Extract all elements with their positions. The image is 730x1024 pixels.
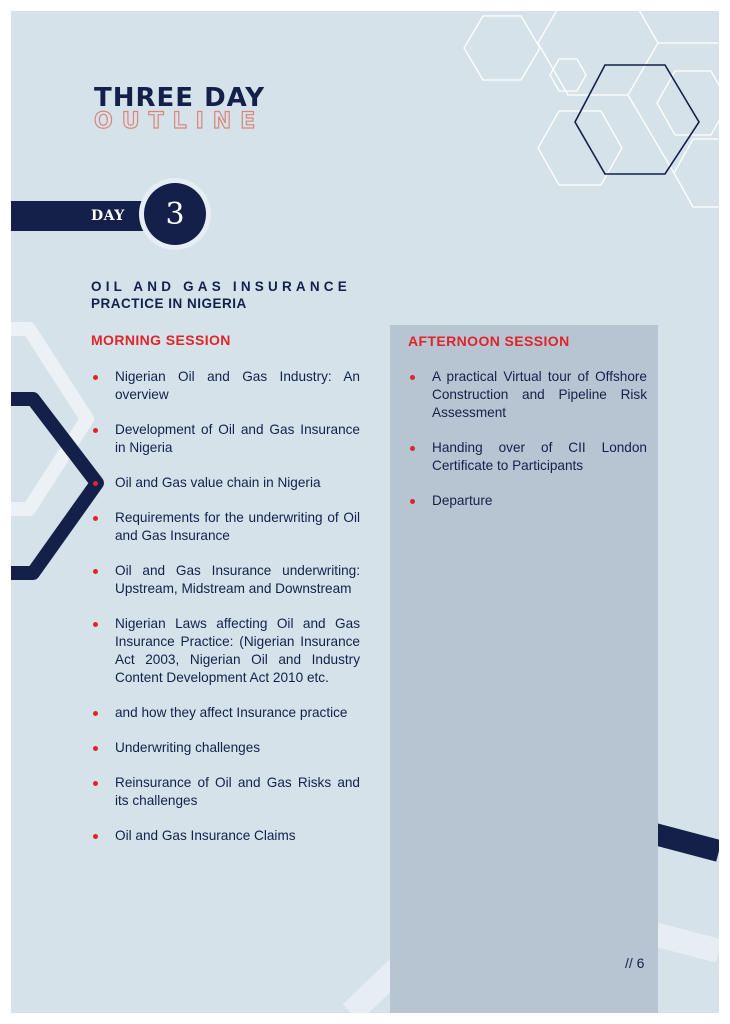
list-item: Handing over of CII London Certificate to Participants: [408, 439, 647, 475]
list-item: A practical Virtual tour of Offshore Construction and Pipeline Risk Assessment: [408, 368, 647, 422]
list-item: Oil and Gas Insurance underwriting: Upstream, Midstream and Downstream: [91, 562, 360, 598]
page-subtitle: OUTLINE: [94, 109, 265, 134]
page-title: THREE DAY: [94, 83, 266, 113]
hexagon-outline: [538, 11, 658, 95]
list-item: Reinsurance of Oil and Gas Risks and its challenges: [91, 774, 360, 810]
list-item: Requirements for the underwriting of Oil and Gas Insurance: [91, 509, 360, 545]
list-item: Departure: [408, 492, 647, 510]
list-item: Oil and Gas value chain in Nigeria: [91, 474, 360, 492]
page-number: // 6: [625, 955, 645, 971]
day-label: DAY: [91, 208, 125, 224]
page: [11, 11, 719, 1013]
day-number-badge: 3: [144, 183, 206, 245]
section-title-line2: PRACTICE IN NIGERIA: [91, 296, 247, 311]
afternoon-session-heading: AFTERNOON SESSION: [408, 333, 570, 349]
morning-session-list: [91, 368, 360, 862]
section-title-line1: OIL AND GAS INSURANCE: [91, 279, 351, 294]
list-item: Oil and Gas Insurance Claims: [91, 827, 360, 845]
section-title: [91, 279, 371, 311]
hexagon-outline: [464, 16, 540, 80]
list-item: Underwriting challenges: [91, 739, 360, 757]
list-item: Nigerian Oil and Gas Industry: An overview: [91, 368, 360, 404]
afternoon-session-list: [408, 368, 647, 527]
list-item: and how they affect Insurance practice: [91, 704, 360, 722]
list-item: Development of Oil and Gas Insurance in Nigeria: [91, 421, 360, 457]
hexagon-outline: [575, 65, 699, 174]
morning-session-heading: MORNING SESSION: [91, 332, 231, 348]
hexagon-outline: [550, 59, 586, 91]
list-item: Nigerian Laws affecting Oil and Gas Insurance Practice: (Nigerian Insurance Act 2003, Nigerian Oil and Industry Content Development Act 2010 etc.: [91, 615, 360, 687]
